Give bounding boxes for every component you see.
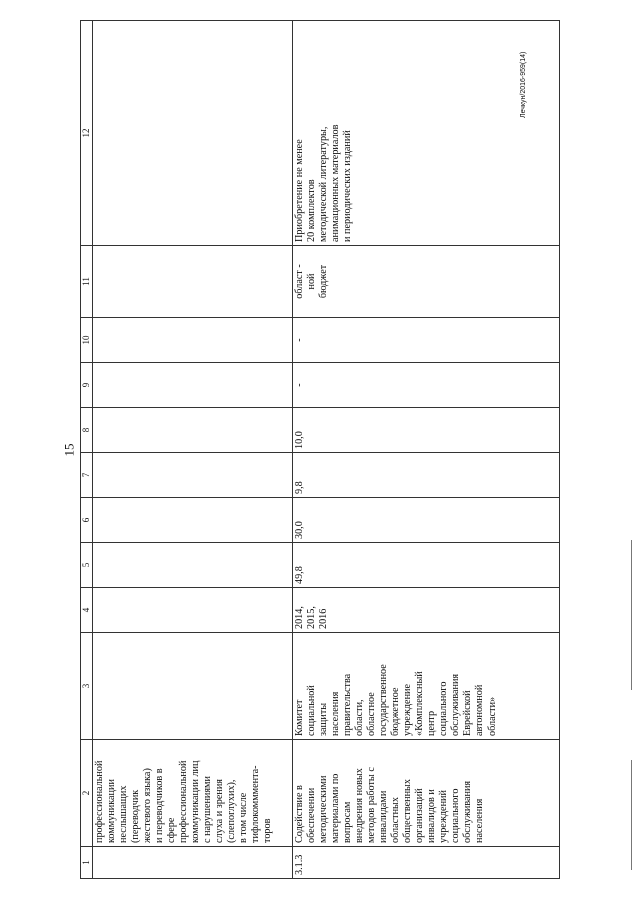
cell-source: област - ной бюджет xyxy=(293,246,560,318)
document-footer-code: Лечкун/2016-959(14) xyxy=(520,51,527,118)
cell-executor xyxy=(93,633,293,740)
col-header: 11 xyxy=(81,246,93,318)
page-number: 15 xyxy=(61,443,77,457)
cell-total: 49,8 xyxy=(293,543,560,588)
col-header: 5 xyxy=(81,543,93,588)
cell-executor: Комитет социальной защиты населения правительства области, областное государственное бюджетное учреждение «Комплексный центр социального обслуживания Еврейской автономной области» xyxy=(293,633,560,740)
table-row xyxy=(293,21,560,879)
program-table-rotated xyxy=(80,21,560,879)
cell-source xyxy=(93,246,293,318)
col-header: 1 xyxy=(81,847,93,879)
col-header: 2 xyxy=(81,740,93,847)
program-table xyxy=(80,20,560,879)
cell-result xyxy=(93,21,293,246)
table-row xyxy=(93,21,293,879)
col-header: 3 xyxy=(81,633,93,740)
col-header: 12 xyxy=(81,21,93,246)
cell-2014 xyxy=(93,498,293,543)
cell-total xyxy=(93,543,293,588)
cell-years xyxy=(93,588,293,633)
col-header: 10 xyxy=(81,318,93,363)
cell-measure: профессиональной коммуникации неслышащих (переводчик жестевого языка) и переводчиков в сфере профессиональной коммуникации лиц с нарушениями слуха и зрения (слепоглухих), в том числе тифлокомммента- торов xyxy=(93,740,293,847)
scan-edge-line xyxy=(631,760,632,870)
cell-2015 xyxy=(93,453,293,498)
cell-col9 xyxy=(93,363,293,408)
cell-number xyxy=(93,847,293,879)
cell-measure: Содействие в обеспечении методическими материалами по вопросам внедрения новых методов работы с инвалидами областных общественных организаций инвалидов и учреждений социального обслуживания населения xyxy=(293,740,560,847)
col-header: 7 xyxy=(81,453,93,498)
scan-edge-line xyxy=(631,540,632,690)
col-header: 8 xyxy=(81,408,93,453)
cell-2016 xyxy=(93,408,293,453)
cell-col9: - xyxy=(293,363,560,408)
header-row xyxy=(81,21,93,879)
cell-result: Приобретение не менее 20 комплектов методической литературы, анимационных материалов и периодических изданий xyxy=(293,21,560,246)
cell-number: 3.1.3 xyxy=(293,847,560,879)
cell-col10 xyxy=(93,318,293,363)
col-header: 4 xyxy=(81,588,93,633)
col-header: 6 xyxy=(81,498,93,543)
cell-2014: 30,0 xyxy=(293,498,560,543)
col-header: 9 xyxy=(81,363,93,408)
cell-col10: - xyxy=(293,318,560,363)
cell-2015: 9,8 xyxy=(293,453,560,498)
cell-2016: 10,0 xyxy=(293,408,560,453)
cell-years: 2014, 2015, 2016 xyxy=(293,588,560,633)
